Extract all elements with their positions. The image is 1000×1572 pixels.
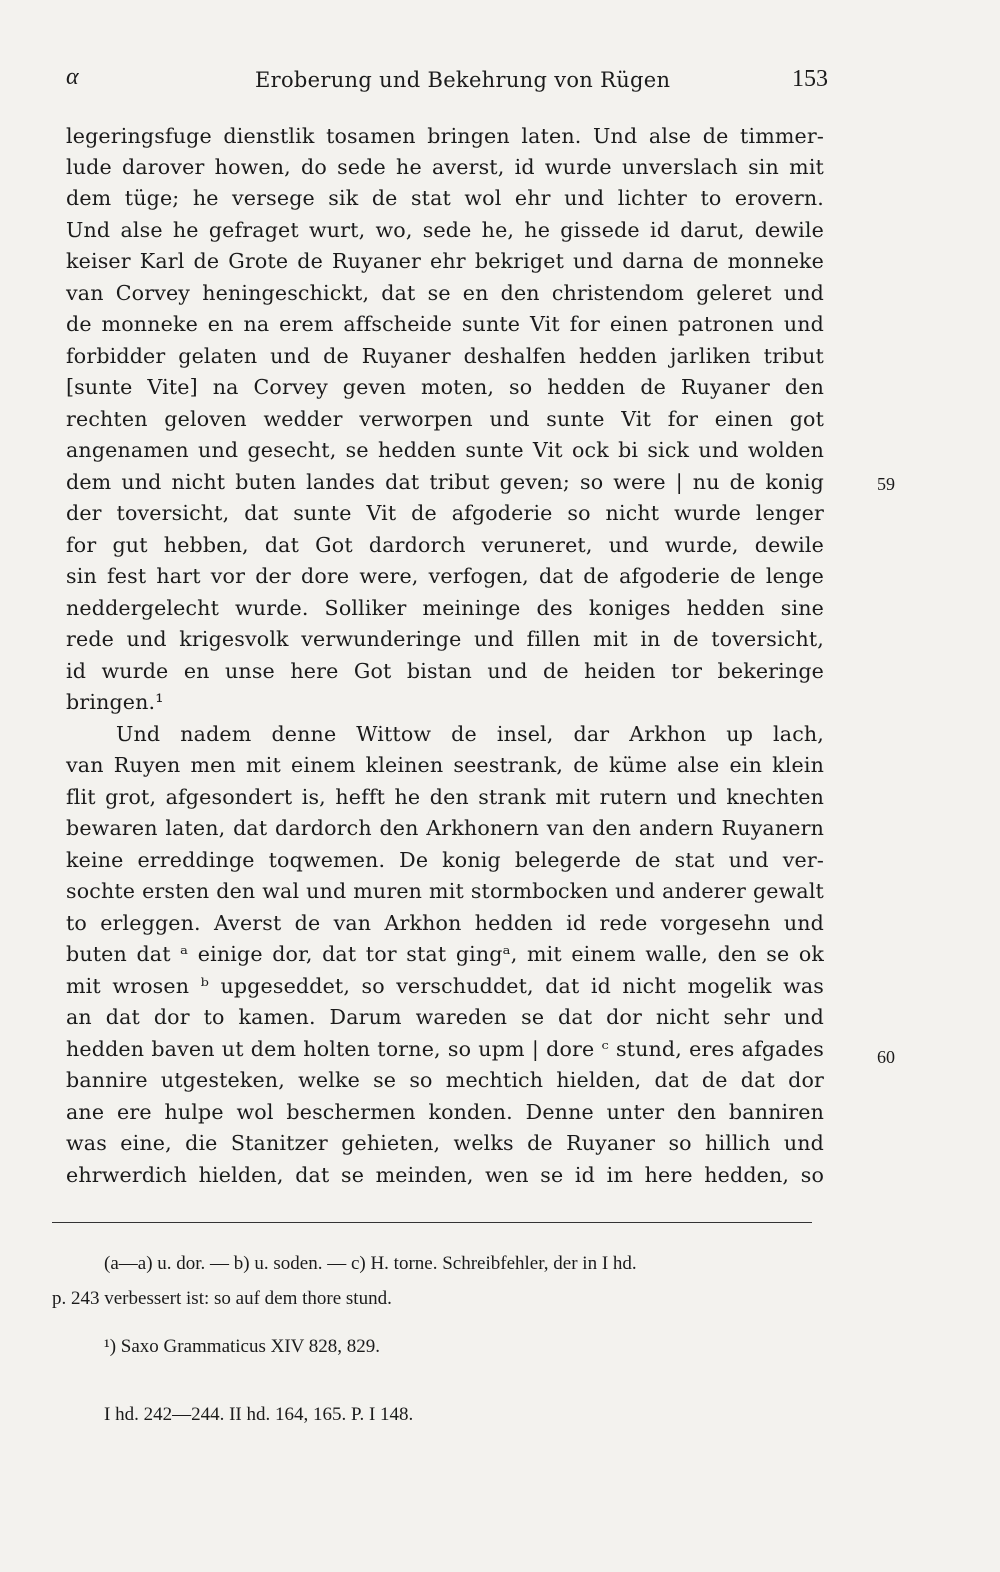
text-line: Und alse he gefraget wurt, wo, sede he, he gissede id darut, dewile (66, 218, 824, 242)
footnote-1: ¹) Saxo Grammaticus XIV 828, 829. (104, 1336, 381, 1357)
text-line: an dat dor to kamen. Darum wareden se dat dor nicht sehr und (66, 1005, 824, 1029)
text-line: dem tüge; he versege sik de stat wol ehr und lichter to erovern. (66, 186, 824, 210)
margin-line-number: 59 (877, 474, 895, 494)
text-line: buten dat ᵃ einige dor, dat tor stat gingᵃ, mit einem walle, den se ok (66, 942, 824, 966)
page-number: 153 (792, 66, 828, 92)
header-mark: α (66, 64, 79, 90)
text-line: hedden baven ut dem holten torne, so upm | dore ᶜ stund, eres afgades (66, 1037, 824, 1061)
text-line: dem und nicht buten landes dat tribut geven; so were | nu de konig (66, 470, 824, 494)
text-line: van Corvey heningeschickt, dat se en den christendom geleret und (66, 281, 824, 305)
text-line: sin fest hart vor der dore were, verfogen, dat de afgoderie de lenge (66, 564, 824, 588)
text-line: Und nadem denne Wittow de insel, dar Arkhon up lach, (116, 722, 824, 746)
text-line: neddergelecht wurde. Solliker meininge des koniges hedden sine (66, 596, 824, 620)
text-line: lude darover howen, do sede he averst, id wurde unverslach sin mit (66, 155, 824, 179)
text-line: was eine, die Stanitzer gehieten, welks de Ruyaner so hillich und (66, 1131, 824, 1155)
text-line: flit grot, afgesondert is, hefft he den strank mit rutern und knechten (66, 785, 824, 809)
text-line: keiser Karl de Grote de Ruyaner ehr bekriget und darna de monneke (66, 249, 824, 273)
text-line: sochte ersten den wal und muren mit stormbocken und anderer gewalt (66, 879, 824, 903)
footnote-divider (52, 1222, 812, 1223)
margin-line-number: 60 (877, 1047, 895, 1067)
text-line: id wurde en unse here Got bistan und de heiden tor bekeringe (66, 659, 824, 683)
page-title: Eroberung und Bekehrung von Rügen (255, 68, 671, 92)
text-line: for gut hebben, dat Got dardorch veruneret, und wurde, dewile (66, 533, 824, 557)
text-line: bringen.¹ (66, 690, 164, 714)
apparatus-note-continued: p. 243 verbessert ist: so auf dem thore stund. (52, 1288, 392, 1309)
text-line: bannire utgesteken, welke se so mechtich hielden, dat de dat dor (66, 1068, 824, 1092)
text-line: de monneke en na erem affscheide sunte Vit for einen patronen und (66, 312, 824, 336)
text-line: der toversicht, dat sunte Vit de afgoderie so nicht wurde lenger (66, 501, 824, 525)
text-line: to erleggen. Averst de van Arkhon hedden id rede vorgesehn und (66, 911, 824, 935)
text-line: bewaren laten, dat dardorch den Arkhonern van den andern Ruyanern (66, 816, 824, 840)
text-line: legeringsfuge dienstlik tosamen bringen laten. Und alse de timmer- (66, 124, 824, 148)
text-line: ane ere hulpe wol beschermen konden. Denne unter den banniren (66, 1100, 824, 1124)
text-line: rede und krigesvolk verwunderinge und fillen mit in de toversicht, (66, 627, 824, 651)
text-line: forbidder gelaten und de Ruyaner deshalfen hedden jarliken tribut (66, 344, 824, 368)
text-line: [sunte Vite] na Corvey geven moten, so hedden de Ruyaner den (66, 375, 824, 399)
text-line: mit wrosen ᵇ upgeseddet, so verschuddet, dat id nicht mogelik was (66, 974, 824, 998)
text-line: rechten geloven wedder verworpen und sunte Vit for einen got (66, 407, 824, 431)
text-line: van Ruyen men mit einem kleinen seestrank, de küme alse ein klein (66, 753, 824, 777)
apparatus-note: (a—a) u. dor. — b) u. soden. — c) H. torne. Schreibfehler, der in I hd. (104, 1253, 637, 1274)
text-line: angenamen und gesecht, se hedden sunte Vit ock bi sick und wolden (66, 438, 824, 462)
source-references: I hd. 242—244. II hd. 164, 165. P. I 148. (104, 1404, 414, 1425)
text-line: ehrwerdich hielden, dat se meinden, wen se id im here hedden, so (66, 1163, 824, 1187)
text-line: keine erreddinge toqwemen. De konig belegerde de stat und ver- (66, 848, 824, 872)
